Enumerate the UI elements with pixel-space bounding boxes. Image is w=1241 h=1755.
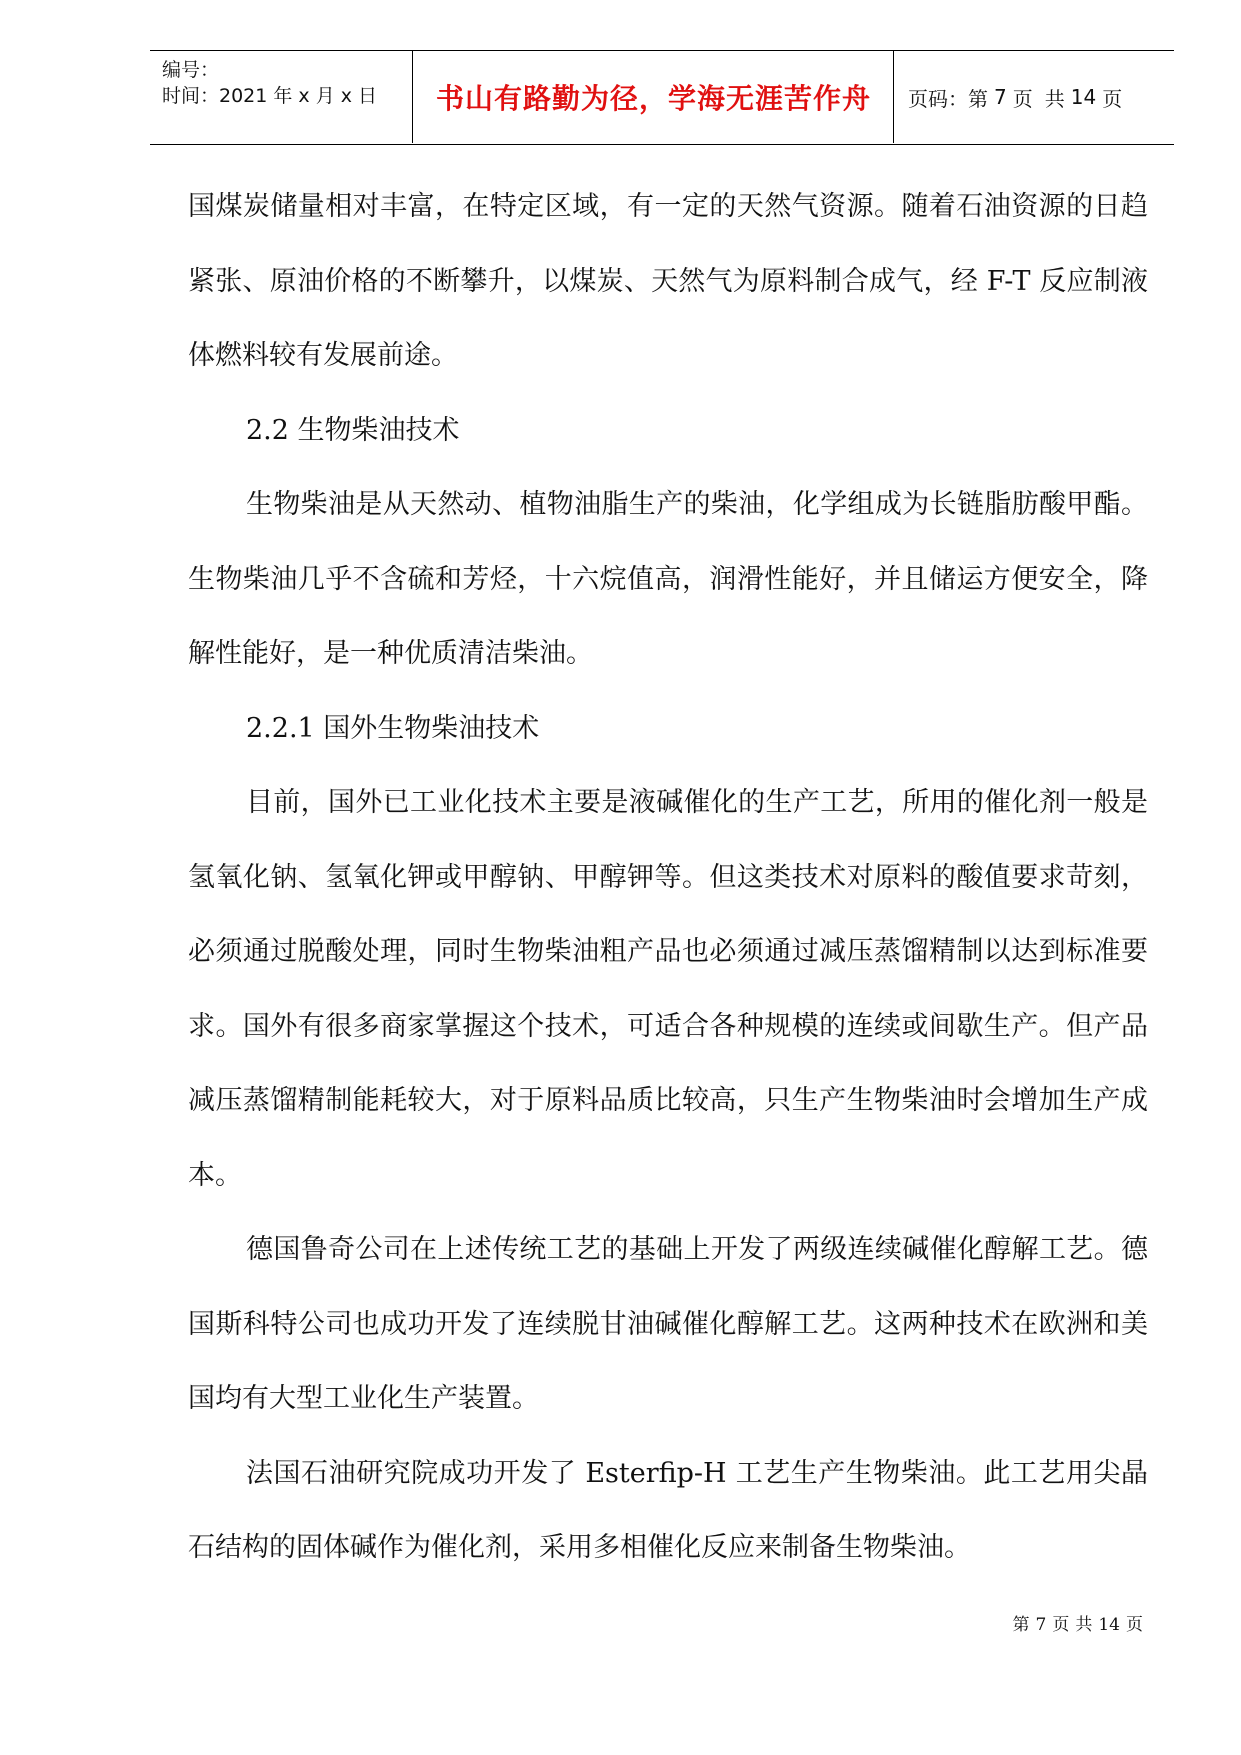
header-motto: 书山有路勤为径，学海无涯苦作舟 bbox=[435, 82, 871, 115]
footer-mid: 页 bbox=[1052, 1615, 1070, 1635]
page-footer bbox=[1010, 1610, 1146, 1635]
section-heading-2-2-1: 2.2.1 国外生物柴油技术 bbox=[246, 712, 540, 744]
header-divider-left bbox=[412, 51, 413, 143]
header-page-indicator bbox=[908, 51, 1122, 143]
paragraph-biodiesel-intro: 生物柴油是从天然动、植物油脂生产的柴油，化学组成为长链脂肪酸甲酯。生物柴油几乎不含硫和芳烃，十六烷值高，润滑性能好，并且储运方便安全，降解性能好，是一种优质清洁柴油。 bbox=[188, 489, 1148, 669]
section-heading-2-2: 2.2 生物柴油技术 bbox=[246, 414, 460, 446]
header-divider-right bbox=[893, 51, 894, 143]
footer-page-current: 7 bbox=[1035, 1615, 1047, 1635]
paragraph-foreign-technology: 目前，国外已工业化技术主要是液碱催化的生产工艺，所用的催化剂一般是氢氧化钠、氢氧化钾或甲醇钠、甲醇钾等。但这类技术对原料的酸值要求苛刻，必须通过脱酸处理，同时生物柴油粗产品也必须通过减压蒸馏精制以达到标准要求。国外有很多商家掌握这个技术，可适合各种规模的连续或间歇生产。但产品减压蒸馏精制能耗较大，对于原料品质比较高，只生产生物柴油时会增加生产成本。 bbox=[188, 787, 1148, 1191]
paragraph-france-esterfip: 法国石油研究院成功开发了 Esterfip-H 工艺生产生物柴油。此工艺用尖晶石结构的固体碱作为催化剂，采用多相催化反应来制备生物柴油。 bbox=[188, 1457, 1148, 1563]
footer-total-prefix: 共 bbox=[1075, 1615, 1093, 1635]
header-page-mid: 页 bbox=[1012, 86, 1033, 111]
document-date: 时间：2021 年 x 月 x 日 bbox=[162, 85, 378, 107]
footer-suffix: 页 bbox=[1126, 1615, 1143, 1635]
header-page-current: 7 bbox=[994, 85, 1007, 109]
document-number-label: 编号： bbox=[162, 59, 220, 81]
header-page-suffix: 页 bbox=[1102, 86, 1123, 111]
header-page-prefix: 页码：第 bbox=[908, 86, 988, 111]
footer-prefix: 第 bbox=[1012, 1615, 1030, 1635]
paragraph-continuation: 国煤炭储量相对丰富，在特定区域，有一定的天然气资源。随着石油资源的日趋紧张、原油价格的不断攀升，以煤炭、天然气为原料制合成气，经 F-T 反应制液体燃料较有发展前途。 bbox=[188, 191, 1148, 371]
header-page-total-prefix: 共 bbox=[1044, 86, 1065, 111]
footer-page-total: 14 bbox=[1098, 1615, 1120, 1635]
paragraph-germany-lurgi: 德国鲁奇公司在上述传统工艺的基础上开发了两级连续碱催化醇解工艺。德国斯科特公司也成功开发了连续脱甘油碱催化醇解工艺。这两种技术在欧洲和美国均有大型工业化生产装置。 bbox=[188, 1234, 1148, 1414]
document-body bbox=[188, 170, 1148, 1586]
header-page-total: 14 bbox=[1070, 85, 1097, 109]
page-header bbox=[150, 50, 1174, 145]
